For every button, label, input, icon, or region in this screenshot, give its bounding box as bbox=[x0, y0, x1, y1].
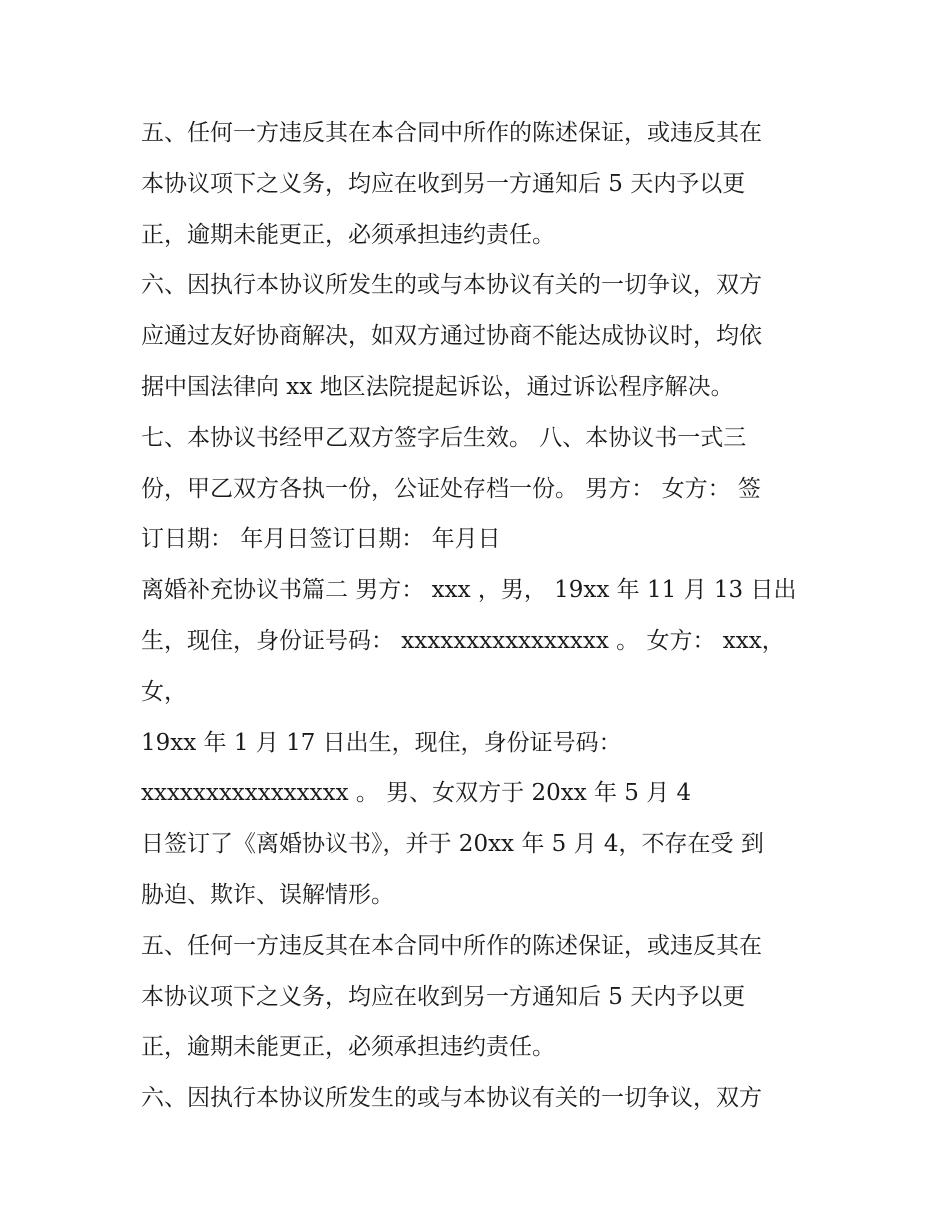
text-line: xxxxxxxxxxxxxxxx 。 男、女双方于 20xx 年 5 月 4 bbox=[141, 780, 692, 807]
text-line-section-heading: 离婚补充协议书篇二 男方： xxx ，男， 19xx 年 11 月 13 日出 bbox=[141, 577, 797, 604]
text-line-clause-5: 五、任何一方违反其在本合同中所作的陈述保证，或违反其在 bbox=[141, 120, 762, 146]
document-body bbox=[141, 108, 821, 1124]
text-line: 应通过友好协商解决，如双方通过协商不能达成协议时，均依 bbox=[141, 323, 762, 350]
text-line: 胁迫、欺诈、误解情形。 bbox=[141, 881, 394, 908]
text-line: 日签订了《离婚协议书》，并于 20xx 年 5 月 4，不存在受 到 bbox=[141, 831, 764, 858]
text-line: 正，逾期未能更正，必须承担违约责任。 bbox=[141, 221, 555, 248]
text-line-clause-5-repeat: 五、任何一方违反其在本合同中所作的陈述保证，或违反其在 bbox=[141, 932, 762, 959]
text-line: 据中国法律向 xx 地区法院提起诉讼，通过诉讼程序解决。 bbox=[141, 373, 734, 400]
text-line-clause-6: 六、因执行本协议所发生的或与本协议有关的一切争议，双方 bbox=[141, 272, 762, 299]
text-line: 本协议项下之义务，均应在收到另一方通知后 5 天内予以更 bbox=[141, 170, 746, 197]
text-line: 女， bbox=[141, 678, 187, 705]
text-line: 生，现住，身份证号码： xxxxxxxxxxxxxxxx 。 女方： xxx， bbox=[141, 627, 785, 654]
text-line-clause-6-repeat: 六、因执行本协议所发生的或与本协议有关的一切争议，双方 bbox=[141, 1085, 762, 1112]
text-line: 份，甲乙双方各执一份，公证处存档一份。 男方： 女方： 签 bbox=[141, 475, 761, 502]
text-line: 正，逾期未能更正，必须承担违约责任。 bbox=[141, 1034, 555, 1061]
text-line: 19xx 年 1 月 17 日出生，现住，身份证号码： bbox=[141, 729, 622, 756]
text-line-signature-dates: 订日期： 年月日签订日期： 年月日 bbox=[141, 526, 501, 553]
text-line: 本协议项下之义务，均应在收到另一方通知后 5 天内予以更 bbox=[141, 983, 746, 1010]
text-line-clause-7: 七、本协议书经甲乙双方签字后生效。 八、本协议书一式三 bbox=[141, 424, 747, 451]
